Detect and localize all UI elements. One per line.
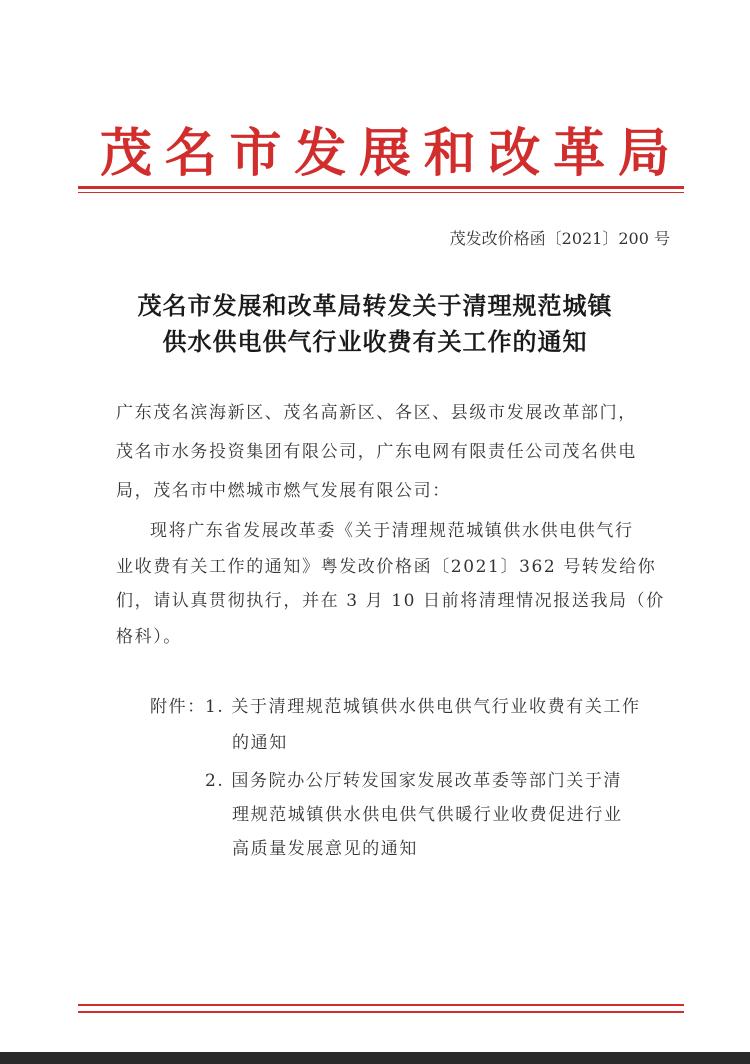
recipients-line-1: 广东茂名滨海新区、茂名高新区、各区、县级市发展改革部门，: [116, 403, 637, 423]
agency-char: 市: [229, 122, 282, 184]
recipients-line-2: 茂名市水务投资集团有限公司，广东电网有限责任公司茂名供电: [116, 442, 637, 462]
agency-char: 展: [358, 122, 411, 184]
body-line-2: 业收费有关工作的通知》粤发改价格函〔2021〕362 号转发给你: [116, 557, 657, 577]
agency-char: 局: [617, 122, 670, 184]
agency-char: 名: [164, 122, 217, 184]
attachment-1-line-1: 1. 关于清理规范城镇供水供电供气行业收费有关工作: [205, 697, 641, 717]
body-line-4: 格科）。: [116, 627, 182, 647]
body-line-3: 们，请认真贯彻执行，并在 3 月 10 日前将清理情况报送我局（价: [116, 591, 665, 611]
agency-char: 革: [553, 122, 606, 184]
scan-edge: [0, 1052, 750, 1064]
document-title-line-2: 供水供电供气行业收费有关工作的通知: [162, 327, 588, 356]
document-title-line-1: 茂名市发展和改革局转发关于清理规范城镇: [137, 291, 613, 320]
footer-red-line-top: [78, 1004, 684, 1006]
attachment-2-line-2: 理规范城镇供水供电供气供暖行业收费促进行业: [232, 805, 623, 825]
agency-header: [100, 108, 670, 188]
attachment-2-line-3: 高质量发展意见的通知: [232, 839, 418, 859]
body-line-1: 现将广东省发展改革委《关于清理规范城镇供水供电供气行: [150, 521, 634, 541]
document-number: 茂发改价格函〔2021〕200 号: [449, 229, 670, 248]
agency-char: 茂: [100, 122, 153, 184]
agency-char: 和: [423, 122, 476, 184]
attachment-2-line-1: 2. 国务院办公厅转发国家发展改革委等部门关于清: [205, 771, 623, 791]
agency-char: 改: [488, 122, 541, 184]
attachments-label: 附件：: [150, 697, 206, 717]
attachment-1-line-2: 的通知: [232, 733, 288, 753]
header-red-line-top: [78, 186, 684, 189]
agency-char: 发: [294, 122, 347, 184]
footer-red-line-bottom: [78, 1011, 684, 1013]
recipients-line-3: 局，茂名市中燃城市燃气发展有限公司：: [116, 481, 451, 501]
header-red-line-bottom: [78, 192, 684, 193]
